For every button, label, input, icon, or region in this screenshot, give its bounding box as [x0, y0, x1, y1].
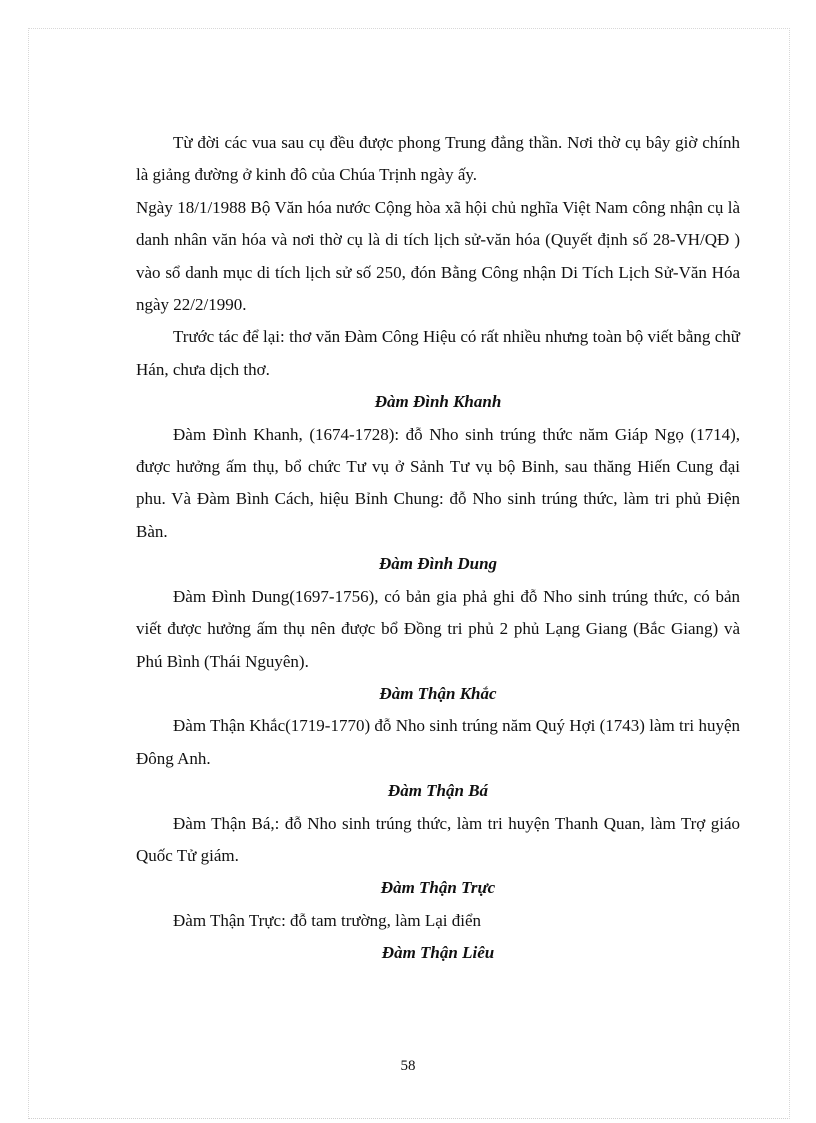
paragraph-biography: Đàm Đình Dung(1697-1756), có bản gia phả ghi đỗ Nho sinh trúng thức, có bản viết được hưởng ấm thụ nên được bổ Đồng tri phủ 2 phủ Lạng Giang (Bắc Giang) và Phú Bình (Thái Nguyên). — [136, 586, 740, 671]
paragraph-biography: Đàm Thận Bá,: đỗ Nho sinh trúng thức, làm tri huyện Thanh Quan, làm Trợ giáo Quốc Tử giám. — [136, 813, 740, 865]
section-heading: Đàm Thận Liêu — [381, 943, 495, 963]
document-body — [136, 127, 740, 970]
paragraph-worship: Từ đời các vua sau cụ đều được phong Trung đẳng thần. Nơi thờ cụ bây giờ chính là giảng đường ở kinh đô của Chúa Trịnh ngày ấy. — [136, 133, 740, 185]
section-heading: Đàm Đình Dung — [378, 554, 498, 574]
page-number: 58 — [400, 1058, 416, 1074]
paragraph-biography: Đàm Đình Khanh, (1674-1728): đỗ Nho sinh trúng thức năm Giáp Ngọ (1714), được hưởng ấm thụ, bổ chức Tư vụ ở Sảnh Tư vụ bộ Binh, sau thăng Hiến Cung đại phu. Và Đàm Bình Cách, hiệu Bỉnh Chung: đỗ Nho sinh trúng thức, làm tri phủ Điện Bàn. — [136, 424, 740, 541]
paragraph-recognition: Ngày 18/1/1988 Bộ Văn hóa nước Cộng hòa xã hội chủ nghĩa Việt Nam công nhận cụ là danh nhân văn hóa và nơi thờ cụ là di tích lịch sử-văn hóa (Quyết định số 28-VH/QĐ ) vào sổ danh mục di tích lịch sử số 250, đón Bằng Công nhận Di Tích Lịch Sử-Văn Hóa ngày 22/2/1990. — [136, 197, 740, 315]
page-bottom-rule — [28, 1118, 788, 1119]
paragraph-biography: Đàm Thận Trực: đỗ tam trường, làm Lại điển — [173, 910, 482, 930]
section-heading: Đàm Thận Khắc — [379, 683, 497, 703]
section-heading: Đàm Thận Trực — [380, 878, 496, 898]
paragraph-works: Trước tác để lại: thơ văn Đàm Công Hiệu có rất nhiều nhưng toàn bộ viết bằng chữ Hán, chưa dịch thơ. — [136, 327, 740, 379]
section-heading: Đàm Đình Khanh — [374, 392, 502, 412]
section-heading: Đàm Thận Bá — [387, 781, 489, 801]
paragraph-biography: Đàm Thận Khắc(1719-1770) đỗ Nho sinh trúng năm Quý Hợi (1743) làm tri huyện Đông Anh. — [136, 716, 740, 768]
